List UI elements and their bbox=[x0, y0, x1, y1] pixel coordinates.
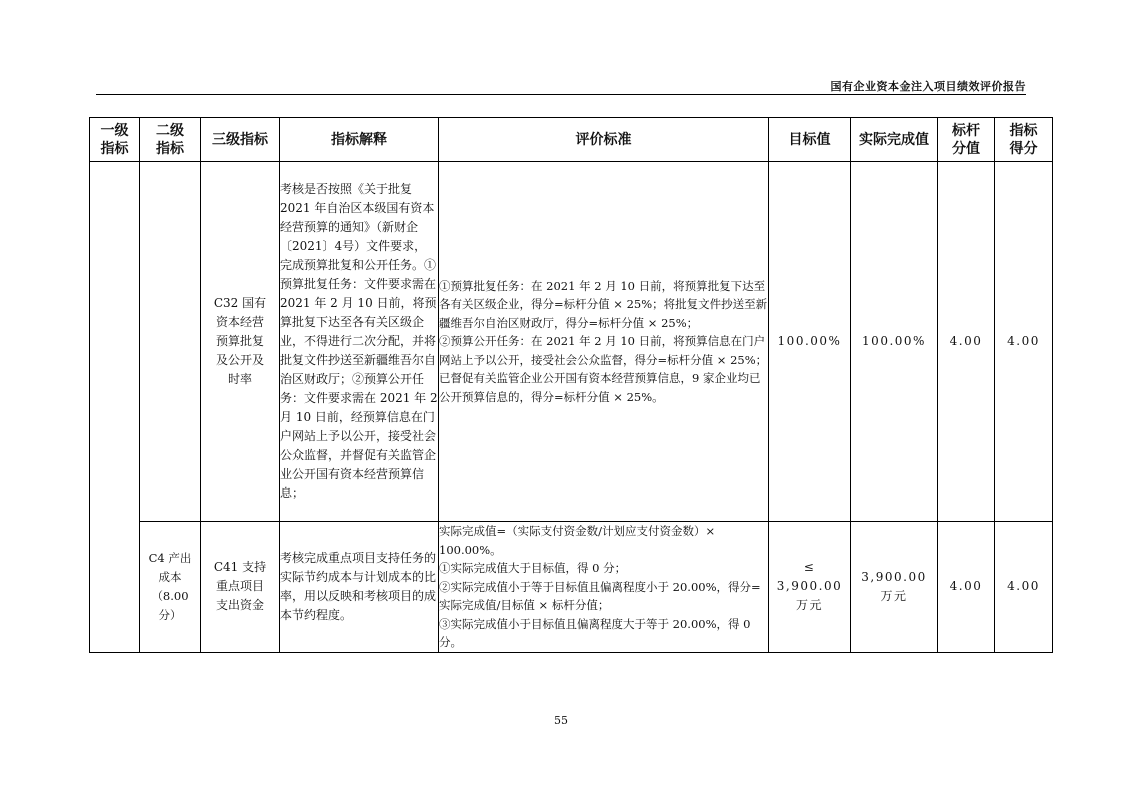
header-level1: 一级 指标 bbox=[90, 118, 140, 162]
cell-actual: 100.00% bbox=[851, 162, 938, 522]
table-row bbox=[90, 522, 1053, 653]
table-header-row bbox=[90, 118, 1053, 162]
cell-criteria: 实际完成值=（实际支付资金数/计划应支付资金数）× 100.00%。 ①实际完成值大于目标值，得 0 分； ②实际完成值小于等于目标值且偏离程度小于 20.00%，得分=实际完成值/目标值 × 标杆分值； ③实际完成值小于目标值且偏离程度大于等于 20.00%，得 0 分。 bbox=[439, 522, 769, 653]
header-divider bbox=[96, 94, 1026, 95]
header-level3: 三级指标 bbox=[201, 118, 280, 162]
cell-target: 100.00% bbox=[769, 162, 851, 522]
cell-criteria: ①预算批复任务：在 2021 年 2 月 10 日前，将预算批复下达至各有关区级企业，得分=标杆分值 × 25%；将批复文件抄送至新疆维吾尔自治区财政厅，得分=标杆分值 × 25%； ②预算公开任务：在 2021 年 2 月 10 日前，将预算信息在门户网站上予以公开，接受社会公众监督，得分=标杆分值 × 25%；已督促有关监管企业公开国有资本经营预算信息，9 家企业均已公开预算信息的，得分=标杆分值 × 25%。 bbox=[439, 162, 769, 522]
cell-level3: C32 国有 资本经营 预算批复 及公开及 时率 bbox=[201, 162, 280, 522]
cell-score: 4.00 bbox=[995, 162, 1053, 522]
cell-explanation: 考核是否按照《关于批复 2021 年自治区本级国有资本经营预算的通知》（新财企〔2021〕4号）文件要求，完成预算批复和公开任务。①预算批复任务：文件要求需在 2021 年 2 月 10 日前，将预算批复下达至各有关区级企业，不得进行二次分配，并将批复文件抄送至新疆维吾尔自治区财政厅；②预算公开任务：文件要求需在 2021 年 2 月 10 日前，经预算信息在门户网站上予以公开，接受社会公众监督，并督促有关监管企业公开国有资本经营预算信息； bbox=[280, 162, 439, 522]
header-criteria: 评价标准 bbox=[439, 118, 769, 162]
header-actual: 实际完成值 bbox=[851, 118, 938, 162]
cell-level2: C4 产出 成本 （8.00 分） bbox=[140, 522, 201, 653]
cell-actual: 3,900.00 万元 bbox=[851, 522, 938, 653]
header-benchmark: 标杆 分值 bbox=[938, 118, 995, 162]
cell-explanation: 考核完成重点项目支持任务的实际节约成本与计划成本的比率，用以反映和考核项目的成本节约程度。 bbox=[280, 522, 439, 653]
cell-target: ≤ 3,900.00 万元 bbox=[769, 522, 851, 653]
cell-level1 bbox=[90, 162, 140, 653]
cell-level3: C41 支持 重点项目 支出资金 bbox=[201, 522, 280, 653]
table-row bbox=[90, 162, 1053, 522]
cell-score: 4.00 bbox=[995, 522, 1053, 653]
header-level2: 二级 指标 bbox=[140, 118, 201, 162]
header-explanation: 指标解释 bbox=[280, 118, 439, 162]
header-score: 指标 得分 bbox=[995, 118, 1053, 162]
page-number: 55 bbox=[554, 714, 568, 727]
cell-level2 bbox=[140, 162, 201, 522]
cell-benchmark: 4.00 bbox=[938, 522, 995, 653]
evaluation-table bbox=[89, 117, 1053, 653]
report-header-title: 国有企业资本金注入项目绩效评价报告 bbox=[830, 80, 1026, 93]
header-target: 目标值 bbox=[769, 118, 851, 162]
cell-benchmark: 4.00 bbox=[938, 162, 995, 522]
